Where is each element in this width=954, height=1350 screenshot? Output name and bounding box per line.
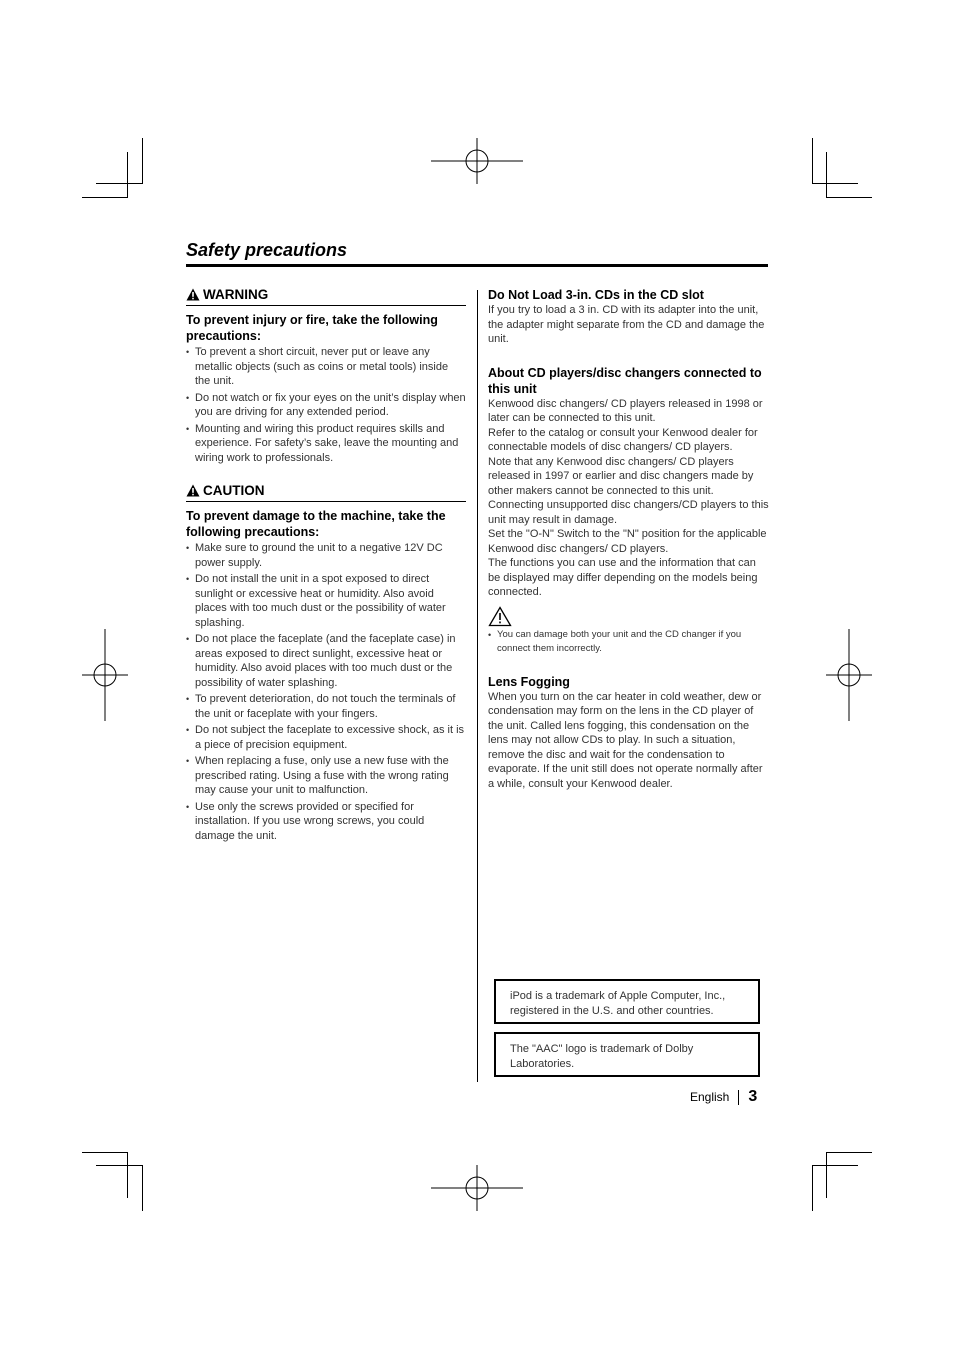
crop-mark <box>826 1152 872 1153</box>
list-item: • Do not install the unit in a spot exposed to direct sunlight or excessive heat or humidity. Also avoid places with too much dust or the possibility of water splashing. <box>186 572 466 630</box>
list-item: • Use only the screws provided or specified for installation. If you use wrong screws, you could damage the unit. <box>186 800 466 844</box>
caution-list <box>186 541 466 843</box>
crop-mark <box>127 152 128 198</box>
caution-heading <box>186 483 466 502</box>
crop-mark <box>82 197 128 198</box>
cd-slot-text: If you try to load a 3 in. CD with its adapter into the unit, the adapter might separate from the CD and damage the unit. <box>488 304 765 345</box>
lens-fogging-heading: Lens Fogging <box>488 674 570 689</box>
column-divider <box>477 290 478 1082</box>
crop-mark <box>826 1152 827 1198</box>
list-item: • Make sure to ground the unit to a negative 12V DC power supply. <box>186 541 466 570</box>
list-item: • Do not subject the faceplate to excessive shock, as it is a piece of precision equipment. <box>186 723 466 752</box>
crop-mark <box>142 1165 143 1211</box>
trademark-note: iPod is a trademark of Apple Computer, Inc., registered in the U.S. and other countries. <box>494 979 760 1024</box>
crop-mark <box>82 1152 128 1153</box>
crop-mark <box>812 1165 858 1166</box>
warning-triangle-icon <box>186 288 200 301</box>
crop-mark <box>96 1165 143 1166</box>
right-column <box>488 287 770 791</box>
list-item: • To prevent a short circuit, never put or leave any metallic objects (such as coins or metal tools) inside the unit. <box>186 345 466 389</box>
registration-mark <box>826 629 872 721</box>
trademark-note: The "AAC" logo is trademark of Dolby Laboratories. <box>494 1032 760 1077</box>
list-item: • When replacing a fuse, only use a new fuse with the prescribed rating. Using a fuse with the wrong rating may cause your unit to malfunction. <box>186 754 466 798</box>
warning-heading-label: WARNING <box>203 287 269 302</box>
list-item: • Do not watch or fix your eyes on the unit’s display when you are driving for any extended period. <box>186 391 466 420</box>
page-number: 3 <box>748 1088 758 1105</box>
crop-mark <box>812 183 858 184</box>
registration-mark <box>431 1165 523 1211</box>
footer-separator <box>738 1090 739 1105</box>
page-title: Safety precautions <box>186 240 348 260</box>
crop-mark <box>826 197 872 198</box>
warning-subheading: To prevent injury or fire, take the following precautions: <box>186 313 438 343</box>
list-item: • You can damage both your unit and the CD changer if you connect them incorrectly. <box>488 628 770 656</box>
caution-subheading: To prevent damage to the machine, take the following precautions: <box>186 509 446 539</box>
caution-heading-label: CAUTION <box>203 483 265 498</box>
title-rule <box>186 264 768 267</box>
crop-mark <box>812 1165 813 1211</box>
caution-triangle-icon <box>488 606 512 627</box>
crop-mark <box>127 1152 128 1198</box>
changers-text: Kenwood disc changers/ CD players released in 1998 or later can be connected to this unit. Refer to the catalog or consult your Kenwood dealer for connectable models of disc changers/ CD players. Note that any Kenwood disc changers/ CD players released in 1997 or earlier and disc changers made by other makers cannot be connected to this unit. Connecting unsupported disc changers/CD players to this unit may result in damage. Set the "O-N" Switch to the "N" position for the applicable Kenwood disc changers/ CD players. The functions you can use and the information that can be displayed may differ depending on the models being connected. <box>488 397 769 598</box>
registration-mark <box>431 138 523 184</box>
changers-note <box>488 628 770 656</box>
crop-mark <box>142 138 143 184</box>
cd-slot-heading: Do Not Load 3-in. CDs in the CD slot <box>488 288 704 302</box>
warning-list <box>186 345 466 465</box>
crop-mark <box>826 152 827 198</box>
list-item: • To prevent deterioration, do not touch the terminals of the unit or faceplate with your fingers. <box>186 692 466 721</box>
list-item: • Do not place the faceplate (and the faceplate case) in areas exposed to direct sunlight, excessive heat or humidity. Also avoid places with too much dust or the possibility of water splashing. <box>186 632 466 690</box>
left-column <box>186 287 466 845</box>
changers-heading: About CD players/disc changers connected to this unit <box>488 365 762 396</box>
footer-language: English <box>690 1090 730 1104</box>
crop-mark <box>812 138 813 184</box>
warning-heading <box>186 287 466 306</box>
lens-fogging-text: When you turn on the car heater in cold weather, dew or condensation may form on the lens in the CD player of the unit. Called lens fogging, this condensation on the lens may not allow CDs to play. In such a situation, remove the disc and wait for the condensation to evaporate. If the unit still does not operate normally after a while, consult your Kenwood dealer. <box>488 690 763 790</box>
registration-mark <box>82 629 128 721</box>
page-footer <box>690 1088 770 1106</box>
list-item: • Mounting and wiring this product requires skills and experience. For safety’s sake, leave the mounting and wiring work to professionals. <box>186 422 466 466</box>
crop-mark <box>96 183 143 184</box>
warning-triangle-icon <box>186 484 200 497</box>
